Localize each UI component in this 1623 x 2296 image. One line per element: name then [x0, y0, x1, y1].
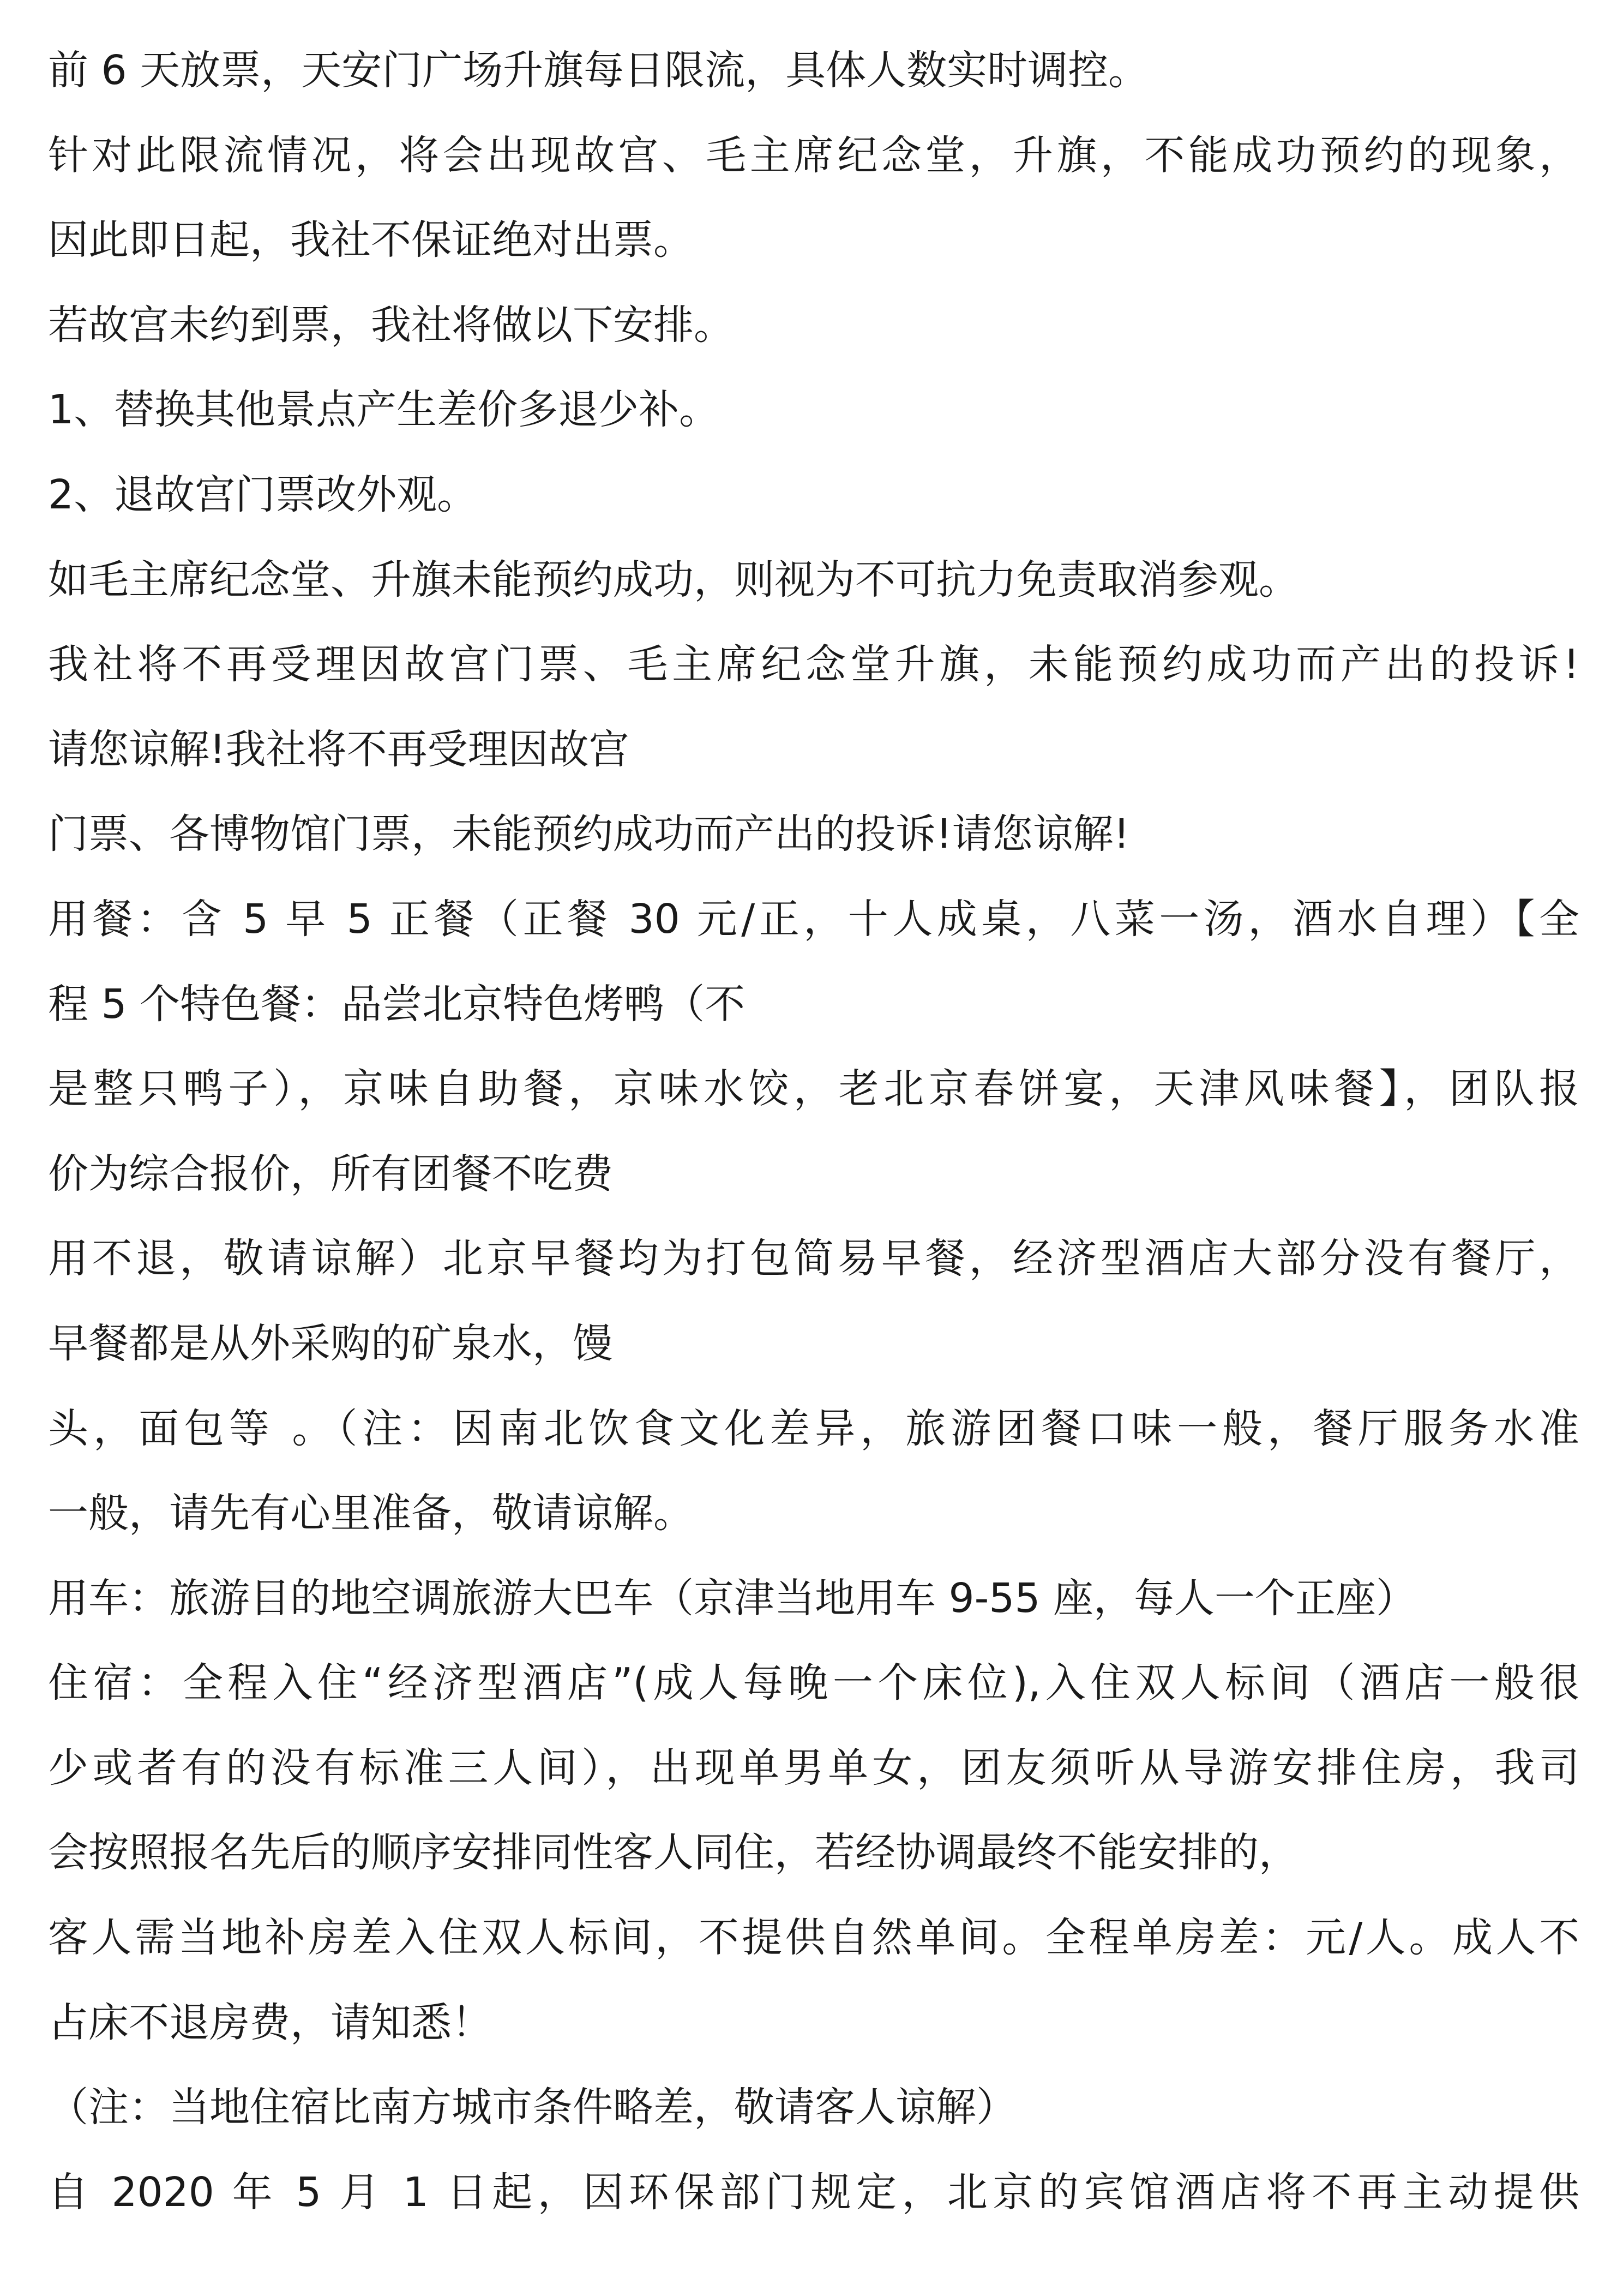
text-line-13: 是整只鸭子），京味自助餐，京味水饺，老北京春饼宴，天津风味餐】，团队报 — [48, 1065, 1579, 1113]
text-line-7: 如毛主席纪念堂、升旗未能预约成功，则视为不可抗力免责取消参观。 — [48, 556, 1299, 603]
text-line-23: 客人需当地补房差入住双人标间，不提供自然单间。全程单房差：元/人。成人不 — [48, 1914, 1579, 1962]
text-line-6: 2、退故宫门票改外观。 — [48, 471, 478, 518]
text-line-14: 价为综合报价，所有团餐不吃费 — [48, 1150, 613, 1197]
text-line-5: 1、替换其他景点产生差价多退少补。 — [48, 386, 720, 434]
text-line-11: 用餐：含 5 早 5 正餐（正餐 30 元/正，十人成桌，八菜一汤，酒水自理）【全 — [48, 895, 1579, 943]
text-line-4: 若故宫未约到票，我社将做以下安排。 — [48, 301, 734, 349]
text-line-19: 用车：旅游目的地空调旅游大巴车（京津当地用车 9-55 座，每人一个正座） — [48, 1574, 1416, 1622]
text-line-10: 门票、各博物馆门票，未能预约成功而产出的投诉!请您谅解! — [48, 811, 1130, 858]
text-line-16: 早餐都是从外采购的矿泉水，馒 — [48, 1320, 613, 1367]
text-line-3: 因此即日起，我社不保证绝对出票。 — [48, 217, 694, 264]
text-line-2: 针对此限流情况，将会出现故宫、毛主席纪念堂，升旗，不能成功预约的现象， — [48, 131, 1579, 179]
text-line-12: 程 5 个特色餐：品尝北京特色烤鸭（不 — [48, 980, 746, 1028]
text-line-17: 头，面包等 。（注：因南北饮食文化差异，旅游团餐口味一般，餐厅服务水准 — [48, 1405, 1579, 1452]
text-line-25: （注：当地住宿比南方城市条件略差，敬请客人谅解） — [48, 2084, 1017, 2131]
text-line-20: 住宿：全程入住“经济型酒店”(成人每晚一个床位),入住双人标间（酒店一般很 — [48, 1659, 1579, 1707]
text-line-21: 少或者有的没有标准三人间），出现单男单女，团友须听从导游安排住房，我司 — [48, 1744, 1579, 1791]
text-line-15: 用不退，敬请谅解）北京早餐均为打包简易早餐，经济型酒店大部分没有餐厅， — [48, 1235, 1579, 1282]
text-line-22: 会按照报名先后的顺序安排同性客人同住，若经协调最终不能安排的， — [48, 1829, 1299, 1877]
text-line-9: 请您谅解!我社将不再受理因故宫 — [48, 726, 629, 773]
text-line-1: 前 6 天放票，天安门广场升旗每日限流，具体人数实时调控。 — [48, 47, 1149, 94]
text-line-18: 一般，请先有心里准备，敬请谅解。 — [48, 1490, 694, 1537]
text-line-26: 自 2020 年 5 月 1 日起，因环保部门规定，北京的宾馆酒店将不再主动提供 — [48, 2168, 1579, 2216]
text-line-8: 我社将不再受理因故宫门票、毛主席纪念堂升旗，未能预约成功而产出的投诉! — [48, 641, 1579, 688]
text-line-24: 占床不退房费，请知悉！ — [48, 1999, 492, 2046]
